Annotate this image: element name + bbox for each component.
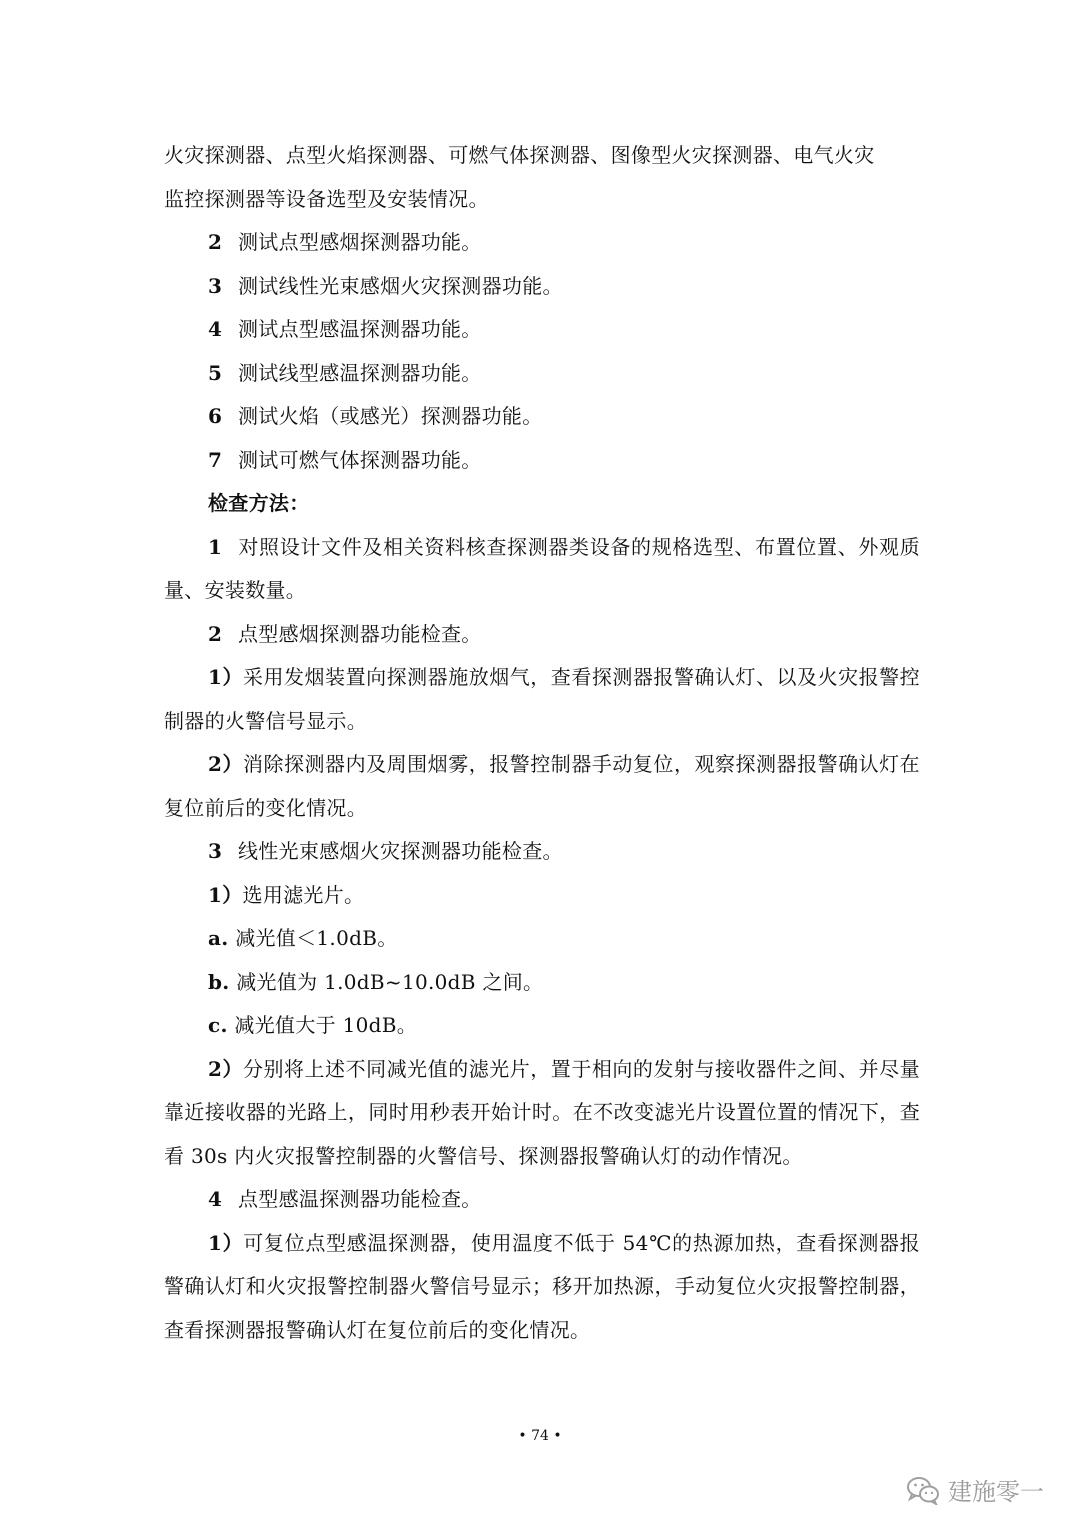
document-body bbox=[164, 134, 920, 1352]
sub-item-text: 减光值为 1.0dB~10.0dB 之间。 bbox=[236, 969, 544, 994]
list-item bbox=[164, 439, 920, 483]
item-number: 6 bbox=[208, 404, 223, 428]
item-text: 测试点型感烟探测器功能。 bbox=[238, 230, 482, 254]
method-item bbox=[164, 613, 920, 657]
page-number: • 74 • bbox=[518, 1428, 562, 1444]
item-text: 点型感温探测器功能检查。 bbox=[238, 1187, 482, 1211]
sub-item bbox=[164, 1048, 920, 1179]
item-number: 3 bbox=[208, 839, 223, 863]
item-text: 对照设计文件及相关资料核查探测器类设备的规格选型、布置位置、外观质量、安装数量。 bbox=[164, 534, 920, 602]
sub-item-label: c. bbox=[208, 1013, 228, 1037]
section-heading: 检查方法： bbox=[208, 491, 310, 515]
item-text: 点型感烟探测器功能检查。 bbox=[238, 621, 482, 646]
sub-item-label: 2） bbox=[208, 752, 243, 776]
list-item bbox=[164, 221, 920, 265]
sub-item-text: 选用滤光片。 bbox=[242, 882, 365, 907]
item-number: 4 bbox=[208, 1187, 223, 1211]
item-number: 2 bbox=[208, 230, 223, 254]
sub-item-text: 分别将上述不同减光值的滤光片，置于相向的发射与接收器件之间、并尽量靠近接收器的光路上，同时用秒表开始计时。在不改变滤光片设置位置的情况下，查看 30s 内火灾报警控制器的火警信号、探测器报警确认灯的动作情况。 bbox=[164, 1056, 920, 1168]
list-item bbox=[164, 352, 920, 396]
item-number: 5 bbox=[208, 360, 223, 385]
text-line-1: 火灾探测器、点型火焰探测器、可燃气体探测器、图像型火灾探测器、电气火灾 bbox=[164, 143, 875, 167]
sub-item-label: a. bbox=[208, 926, 229, 950]
sub-item-text: 采用发烟装置向探测器施放烟气，查看探测器报警确认灯、以及火灾报警控制器的火警信号显示。 bbox=[164, 665, 920, 733]
sub-item-label: 1） bbox=[208, 882, 243, 907]
sub-item bbox=[164, 656, 920, 743]
item-number: 2 bbox=[208, 621, 223, 646]
sub-item bbox=[164, 1004, 920, 1048]
sub-item bbox=[164, 961, 920, 1005]
item-text: 测试线型感温探测器功能。 bbox=[238, 360, 482, 385]
item-number: 1 bbox=[208, 534, 223, 559]
paragraph-continued bbox=[164, 134, 920, 221]
list-item bbox=[164, 265, 920, 309]
list-item bbox=[164, 308, 920, 352]
item-number: 4 bbox=[208, 317, 223, 341]
sub-item bbox=[164, 917, 920, 961]
sub-item-label: 2） bbox=[208, 1056, 243, 1081]
method-item bbox=[164, 526, 920, 613]
item-text: 测试火焰（或感光）探测器功能。 bbox=[238, 404, 543, 428]
sub-item-text: 减光值＜1.0dB。 bbox=[235, 926, 398, 950]
method-item bbox=[164, 830, 920, 874]
wechat-icon bbox=[906, 1475, 940, 1505]
sub-item-text: 可复位点型感温探测器，使用温度不低于 54℃的热源加热，查看探测器报警确认灯和火灾报警控制器火警信号显示；移开加热源，手动复位火灾报警控制器，查看探测器报警确认灯在复位前后的变化情况。 bbox=[164, 1230, 920, 1342]
sub-item-label: 1） bbox=[208, 1230, 244, 1255]
sub-item-label: b. bbox=[208, 969, 230, 994]
list-item bbox=[164, 395, 920, 439]
item-text: 测试线性光束感烟火灾探测器功能。 bbox=[238, 273, 563, 298]
item-text: 测试可燃气体探测器功能。 bbox=[238, 447, 482, 472]
text-line-2: 监控探测器等设备选型及安装情况。 bbox=[164, 186, 489, 211]
sub-item-text: 消除探测器内及周围烟雾，报警控制器手动复位，观察探测器报警确认灯在复位前后的变化情况。 bbox=[164, 752, 920, 820]
item-text: 测试点型感温探测器功能。 bbox=[238, 317, 482, 341]
method-item bbox=[164, 1178, 920, 1222]
sub-item bbox=[164, 1222, 920, 1353]
sub-item-label: 1） bbox=[208, 665, 243, 689]
sub-item-text: 减光值大于 10dB。 bbox=[234, 1013, 418, 1037]
item-number: 7 bbox=[208, 447, 223, 472]
watermark-text: 建施零一 bbox=[948, 1478, 1044, 1506]
item-number: 3 bbox=[208, 273, 223, 298]
sub-item bbox=[164, 874, 920, 918]
sub-item bbox=[164, 743, 920, 830]
item-text: 线性光束感烟火灾探测器功能检查。 bbox=[238, 839, 563, 863]
watermark bbox=[906, 1472, 1044, 1507]
